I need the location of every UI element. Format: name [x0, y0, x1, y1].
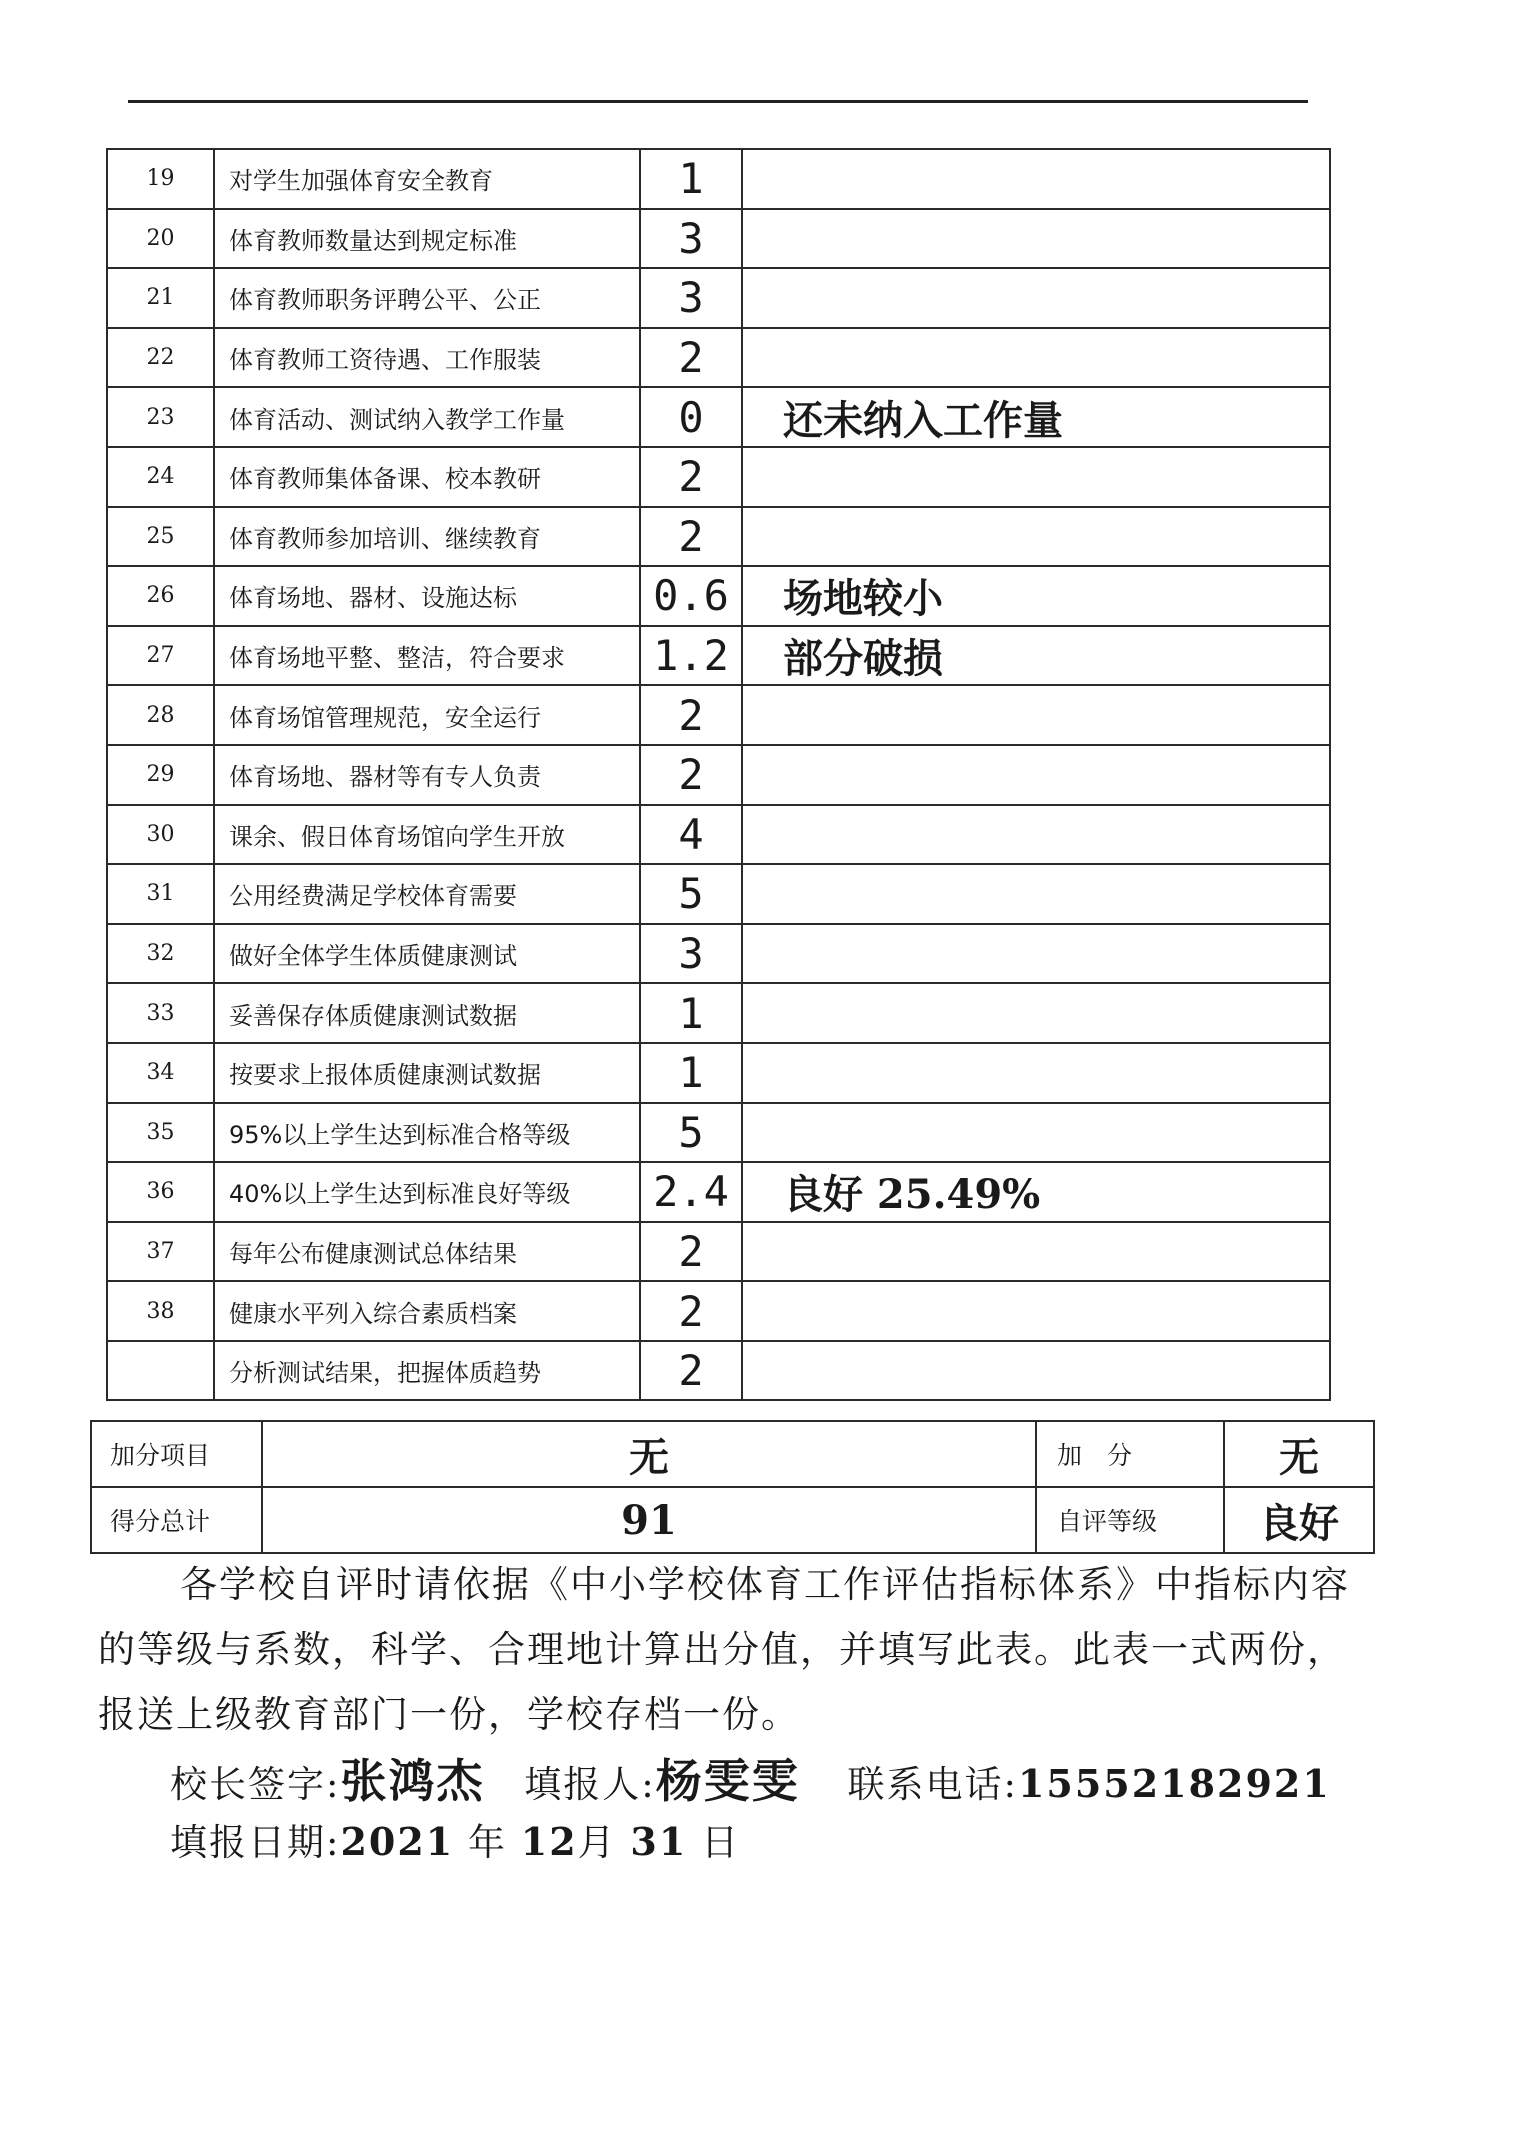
table-row: [107, 1281, 1330, 1341]
grade-value: 良好: [1224, 1487, 1374, 1553]
row-note: [742, 507, 1330, 567]
table-row: [107, 1162, 1330, 1222]
row-note: [742, 745, 1330, 805]
row-note: [742, 328, 1330, 388]
row-score: 2: [640, 447, 742, 507]
row-number: 30: [107, 805, 214, 865]
row-number: 34: [107, 1043, 214, 1103]
row-note: [742, 1341, 1330, 1401]
row-item: 40%以上学生达到标准良好等级: [214, 1162, 640, 1222]
row-note: [742, 447, 1330, 507]
table-row: [107, 507, 1330, 567]
row-number: 29: [107, 745, 214, 805]
row-note: [742, 1222, 1330, 1282]
row-score: 1.2: [640, 626, 742, 686]
row-score: 5: [640, 864, 742, 924]
row-item: 体育教师集体备课、校本教研: [214, 447, 640, 507]
row-score: 4: [640, 805, 742, 865]
table-row: [107, 1341, 1330, 1401]
row-number: 26: [107, 566, 214, 626]
row-number: 20: [107, 209, 214, 269]
row-score: 2: [640, 1281, 742, 1341]
row-number: 28: [107, 685, 214, 745]
table-row: [107, 626, 1330, 686]
table-row: [107, 1103, 1330, 1163]
row-score: 3: [640, 209, 742, 269]
table-row: [107, 983, 1330, 1043]
row-note: [742, 1103, 1330, 1163]
table-row: [107, 328, 1330, 388]
row-score: 2: [640, 685, 742, 745]
table-row: [107, 149, 1330, 209]
principal-signature: 张鸿杰: [340, 1754, 485, 1808]
date-day-unit: 日: [701, 1821, 741, 1864]
row-note: [742, 268, 1330, 328]
row-number: [107, 1341, 214, 1401]
row-score: 3: [640, 924, 742, 984]
row-note: [742, 1043, 1330, 1103]
row-score: 0.6: [640, 566, 742, 626]
row-number: 37: [107, 1222, 214, 1282]
signature-line: [170, 1745, 1331, 1811]
grade-label: 自评等级: [1036, 1487, 1224, 1553]
table-row: [107, 864, 1330, 924]
row-number: 25: [107, 507, 214, 567]
date-day: 31: [630, 1819, 688, 1864]
row-item: 对学生加强体育安全教育: [214, 149, 640, 209]
row-score: 2: [640, 1222, 742, 1282]
row-item: 体育教师职务评聘公平、公正: [214, 268, 640, 328]
row-item: 体育场地、器材等有专人负责: [214, 745, 640, 805]
row-number: 33: [107, 983, 214, 1043]
phone-label: 联系电话:: [847, 1763, 1018, 1806]
row-note: [742, 1281, 1330, 1341]
row-item: 体育教师工资待遇、工作服装: [214, 328, 640, 388]
row-note: 部分破损: [742, 626, 1330, 686]
row-score: 5: [640, 1103, 742, 1163]
row-score: 2: [640, 745, 742, 805]
row-number: 35: [107, 1103, 214, 1163]
row-note: [742, 983, 1330, 1043]
row-note: [742, 149, 1330, 209]
header-rule: [128, 100, 1308, 103]
reporter-label: 填报人:: [524, 1763, 656, 1806]
row-number: 27: [107, 626, 214, 686]
reporter-signature: 杨雯雯: [655, 1754, 800, 1808]
row-number: 38: [107, 1281, 214, 1341]
row-score: 1: [640, 983, 742, 1043]
row-note: [742, 209, 1330, 269]
bonus-row: [91, 1421, 1374, 1487]
total-row: [91, 1487, 1374, 1553]
table-row: [107, 685, 1330, 745]
row-number: 21: [107, 268, 214, 328]
bonus-label: 加分项目: [91, 1421, 262, 1487]
date-label: 填报日期:: [170, 1821, 341, 1864]
row-score: 3: [640, 268, 742, 328]
plus-label: 加 分: [1036, 1421, 1224, 1487]
row-score: 2.4: [640, 1162, 742, 1222]
row-item: 分析测试结果，把握体质趋势: [214, 1341, 640, 1401]
row-note: [742, 924, 1330, 984]
row-item: 健康水平列入综合素质档案: [214, 1281, 640, 1341]
score-table: [106, 148, 1331, 1401]
date-year: 2021: [340, 1819, 455, 1864]
row-item: 体育场馆管理规范，安全运行: [214, 685, 640, 745]
row-item: 课余、假日体育场馆向学生开放: [214, 805, 640, 865]
instructions-text: 各学校自评时请依据《中小学校体育工作评估指标体系》中指标内容的等级与系数，科学、合理地计算出分值，并填写此表。此表一式两份，报送上级教育部门一份，学校存档一份。: [98, 1563, 1350, 1736]
table-row: [107, 745, 1330, 805]
row-score: 0: [640, 387, 742, 447]
row-note: 还未纳入工作量: [742, 387, 1330, 447]
date-line: [170, 1812, 740, 1866]
total-value: 91: [262, 1487, 1036, 1553]
table-row: [107, 209, 1330, 269]
principal-label: 校长签字:: [170, 1763, 341, 1806]
row-score: 2: [640, 507, 742, 567]
plus-value: 无: [1224, 1421, 1374, 1487]
row-item: 体育场地、器材、设施达标: [214, 566, 640, 626]
table-row: [107, 447, 1330, 507]
row-note: [742, 805, 1330, 865]
row-score: 1: [640, 1043, 742, 1103]
table-row: [107, 1222, 1330, 1282]
row-note: [742, 685, 1330, 745]
row-item: 每年公布健康测试总体结果: [214, 1222, 640, 1282]
row-number: 32: [107, 924, 214, 984]
row-item: 体育教师参加培训、继续教育: [214, 507, 640, 567]
row-item: 妥善保存体质健康测试数据: [214, 983, 640, 1043]
row-number: 24: [107, 447, 214, 507]
date-month-unit: 月: [577, 1821, 617, 1864]
row-item: 体育教师数量达到规定标准: [214, 209, 640, 269]
table-row: [107, 924, 1330, 984]
table-row: [107, 1043, 1330, 1103]
table-row: [107, 268, 1330, 328]
row-item: 公用经费满足学校体育需要: [214, 864, 640, 924]
summary-table: [90, 1420, 1375, 1554]
row-number: 19: [107, 149, 214, 209]
row-score: 2: [640, 328, 742, 388]
row-score: 2: [640, 1341, 742, 1401]
total-label: 得分总计: [91, 1487, 262, 1553]
row-item: 体育活动、测试纳入教学工作量: [214, 387, 640, 447]
date-month: 12: [520, 1819, 578, 1864]
phone-value: 15552182921: [1017, 1761, 1331, 1806]
row-score: 1: [640, 149, 742, 209]
table-row: [107, 387, 1330, 447]
row-note: 场地较小: [742, 566, 1330, 626]
row-number: 23: [107, 387, 214, 447]
row-item: 按要求上报体质健康测试数据: [214, 1043, 640, 1103]
row-number: 22: [107, 328, 214, 388]
row-item: 95%以上学生达到标准合格等级: [214, 1103, 640, 1163]
date-year-unit: 年: [468, 1821, 507, 1864]
row-note: [742, 864, 1330, 924]
table-row: [107, 566, 1330, 626]
row-item: 体育场地平整、整洁，符合要求: [214, 626, 640, 686]
row-number: 36: [107, 1162, 214, 1222]
row-item: 做好全体学生体质健康测试: [214, 924, 640, 984]
row-note: 良好 25.49%: [742, 1162, 1330, 1222]
table-row: [107, 805, 1330, 865]
bonus-value: 无: [262, 1421, 1036, 1487]
row-number: 31: [107, 864, 214, 924]
